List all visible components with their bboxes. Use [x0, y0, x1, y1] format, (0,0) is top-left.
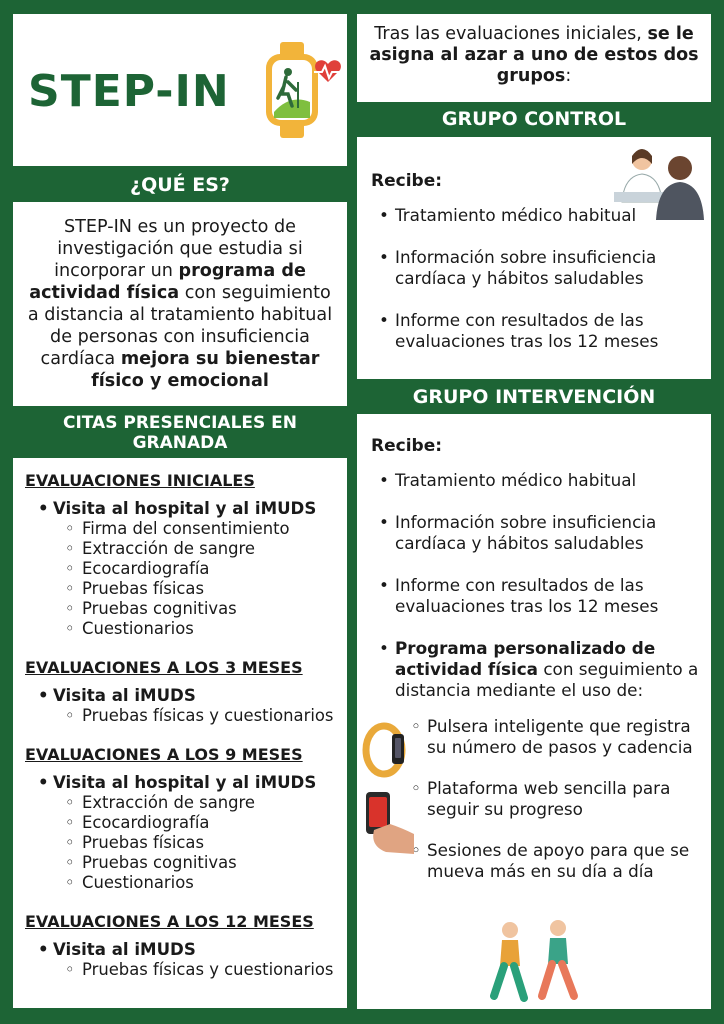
- program-bold: Programa personalizado de actividad física: [395, 638, 656, 679]
- list-item: ◦ Pruebas físicas y cuestionarios: [25, 960, 347, 980]
- intervention-recibe: Recibe:: [371, 436, 443, 456]
- fitness-band-icon: [362, 722, 406, 778]
- list-item: ◦ Pruebas cognitivas: [25, 853, 347, 873]
- intro-text-c: :: [565, 66, 572, 86]
- what-title: ¿QUÉ ES?: [130, 174, 230, 196]
- list-item: • Informe con resultados de las evaluaciones tras los 12 meses: [371, 310, 701, 352]
- intro-text-bold: se le asigna al azar a uno de estos dos grupos: [369, 24, 699, 86]
- list-item: ◦ Pruebas físicas: [25, 579, 347, 599]
- what-b2: mejora su bienestar físico y emocional: [91, 349, 320, 391]
- list-item: ◦ Cuestionarios: [25, 619, 347, 639]
- citas-panel: [13, 458, 347, 1008]
- ev-3m-visit: • Visita al iMUDS: [25, 685, 347, 706]
- doctor-patient-icon: [614, 142, 706, 220]
- what-description: [13, 202, 347, 406]
- list-item: ◦ Pruebas físicas: [25, 833, 347, 853]
- intro-text: [357, 14, 711, 102]
- list-item: ◦ Sesiones de apoyo para que se mueva más en su día a día: [371, 840, 701, 882]
- control-recibe: Recibe:: [371, 171, 443, 191]
- list-item: ◦ Pruebas físicas y cuestionarios: [25, 706, 347, 726]
- smartphone-hand-icon: [362, 790, 416, 856]
- list-item: • Información sobre insuficiencia cardíaca y hábitos saludables: [371, 247, 701, 289]
- control-title: GRUPO CONTROL: [441, 108, 627, 130]
- intro-text-a: Tras las evaluaciones iniciales,: [374, 24, 648, 44]
- list-item: ◦ Ecocardiografía: [25, 813, 347, 833]
- list-item: • Tratamiento médico habitual: [371, 205, 701, 226]
- ev-12m-visit: • Visita al iMUDS: [25, 939, 347, 960]
- intervention-title: GRUPO INTERVENCIÓN: [412, 386, 656, 408]
- list-item: ◦ Extracción de sangre: [25, 539, 347, 559]
- smartwatch-logo-icon: [262, 42, 342, 138]
- ev-9m-visit: • Visita al hospital y al iMUDS: [25, 772, 347, 793]
- list-item: • Tratamiento médico habitual: [371, 470, 701, 491]
- list-item: ◦ Plataforma web sencilla para seguir su progreso: [371, 778, 701, 820]
- ev-iniciales-heading: EVALUACIONES INICIALES: [25, 471, 255, 490]
- brand-title: STEP-IN: [28, 66, 230, 117]
- list-item: ◦ Cuestionarios: [25, 873, 347, 893]
- list-item: ◦ Pruebas cognitivas: [25, 599, 347, 619]
- program-item: [371, 638, 701, 701]
- list-item: • Informe con resultados de las evaluaciones tras los 12 meses: [371, 575, 701, 617]
- list-item: ◦ Ecocardiografía: [25, 559, 347, 579]
- citas-title: CITAS PRESENCIALES EN GRANADA: [62, 413, 298, 453]
- list-item: • Información sobre insuficiencia cardíaca y hábitos saludables: [371, 512, 701, 554]
- ev-12m-heading: EVALUACIONES A LOS 12 MESES: [25, 912, 314, 931]
- what-b1: programa de actividad física: [29, 261, 306, 303]
- list-item: ◦ Extracción de sangre: [25, 793, 347, 813]
- ev-iniciales-visit: • Visita al hospital y al iMUDS: [25, 498, 347, 519]
- what-p1: STEP-IN es un proyecto de investigación que estudia si incorporar un: [54, 217, 303, 281]
- program-rest: con seguimiento a distancia mediante el uso de:: [395, 659, 699, 700]
- walking-people-icon: [480, 916, 590, 1004]
- ev-9m-heading: EVALUACIONES A LOS 9 MESES: [25, 745, 303, 764]
- what-p2: con seguimiento a distancia al tratamiento habitual de personas con insuficiencia cardíaca: [27, 283, 333, 369]
- list-item: ◦ Firma del consentimiento: [25, 519, 347, 539]
- list-item: ◦ Pulsera inteligente que registra su número de pasos y cadencia: [371, 716, 701, 758]
- ev-3m-heading: EVALUACIONES A LOS 3 MESES: [25, 658, 303, 677]
